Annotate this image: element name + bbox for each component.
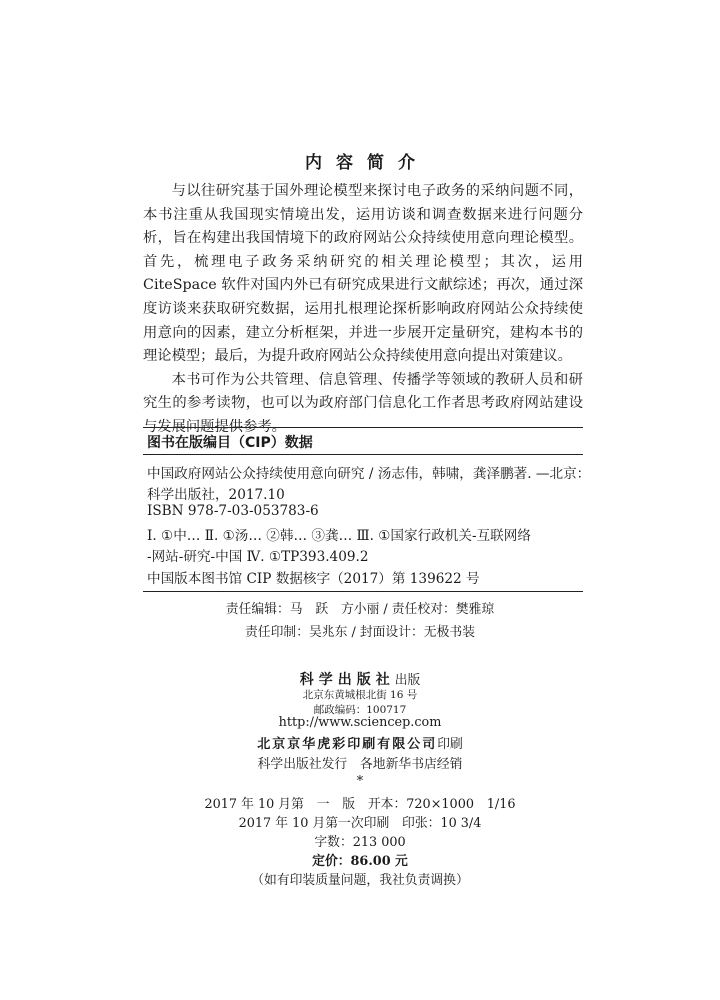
publisher-url: http://www.sciencep.com <box>278 715 442 730</box>
separator-star: * <box>356 774 364 789</box>
printer-line <box>0 733 720 752</box>
cip-heading-rule <box>143 454 583 455</box>
intro-paragraph: 与以往研究基于国外理论模型来探讨电子政务的采纳问题不同，本书注重从我国现实情境出发，运用访谈和调查数据来进行问题分析，旨在构建出我国情境下的政府网站公众持续使用意向理论模型。首先，梳理电子政务采纳研究的相关理论模型；其次，运用 CiteSpace 软件对国内外已有研究成果进行文献综述；再次，通过深度访谈来获取研究数据，运用扎根理论探析影响政府网站公众持续使用意向的因素，建立分析框架，并进一步展开定量研究，建构本书的理论模型；最后，为提升政府网站公众持续使用意向提出对策建议。 <box>143 183 583 365</box>
cip-line: 科学出版社，2017.10 <box>147 487 285 503</box>
publisher-name: 科学出版社 <box>299 672 395 688</box>
cip-line: 中国版本图书馆 CIP 数据核字（2017）第 139622 号 <box>147 571 480 587</box>
cip-heading: 图书在版编目（CIP）数据 <box>147 435 313 451</box>
cip-line: -网站-研究-中国 Ⅳ. ①TP393.409.2 <box>147 549 369 565</box>
distribution-line: 科学出版社发行 各地新华书店经销 <box>257 757 463 772</box>
editors-line: 责任编辑：马 跃 方小丽 / 责任校对：樊雅琼 <box>225 602 495 617</box>
publisher-address: 北京东黄城根北街 16 号 <box>302 689 418 701</box>
cip-line: Ⅰ. ①中… Ⅱ. ①汤… ②韩… ③龚… Ⅲ. ①国家行政机关-互联网络 <box>147 528 531 544</box>
printer-suffix: 印刷 <box>437 737 463 752</box>
cip-line: ISBN 978-7-03-053783-6 <box>147 503 319 519</box>
publisher-postcode: 邮政编码：100717 <box>313 704 407 716</box>
price-line: 定价：86.00 元 <box>312 854 408 869</box>
printing-line: 责任印制：吴兆东 / 封面设计：无极书装 <box>245 625 475 640</box>
wordcount-line: 字数：213 000 <box>314 835 406 850</box>
printing-impression-line: 2017 年 10 月第一次印刷 印张：10 3/4 <box>238 816 482 831</box>
edition-line: 2017 年 10 月第 一 版 开本：720×1000 1/16 <box>204 797 516 812</box>
intro-title: 内容简介 <box>305 153 429 173</box>
publisher-suffix: 出版 <box>394 673 421 688</box>
publisher-line <box>0 669 720 689</box>
cip-line: 中国政府网站公众持续使用意向研究 / 汤志伟，韩啸，龚泽鹏著. —北京： <box>147 466 591 482</box>
printer-name: 北京京华虎彩印刷有限公司 <box>257 737 438 752</box>
intro-paragraph: 本书可作为公共管理、信息管理、传播学等领域的教研人员和研究生的参考读物，也可以为政府部门信息化工作者思考政府网站建设与发展问题提供参考。 <box>143 371 583 435</box>
notice-line: （如有印装质量问题，我社负责调换） <box>251 873 469 888</box>
cip-bottom-rule <box>143 591 583 592</box>
intro-body <box>143 180 583 440</box>
cip-top-rule <box>143 427 583 428</box>
